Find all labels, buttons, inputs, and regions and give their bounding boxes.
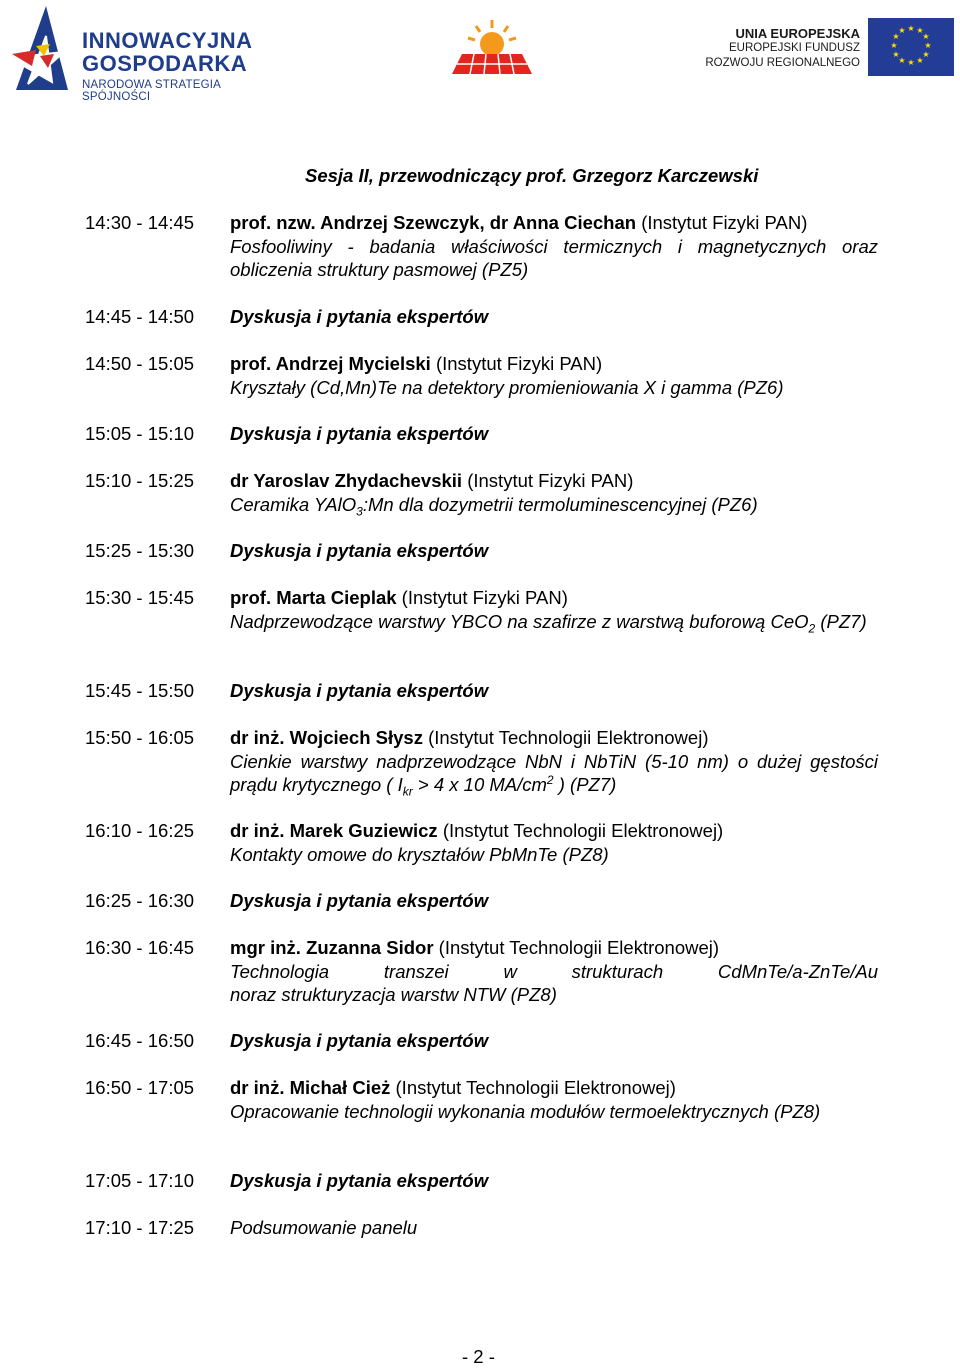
svg-text:★: ★ [922,50,930,59]
talk-title-line-2: noraz strukturyzacja warstw NTW (PZ8) [230,984,557,1005]
speaker-name: Andrzej Mycielski [275,353,431,374]
talk-title-line-1: Technologia transzei w strukturach CdMnTe/a-ZnTe/Au [230,960,878,982]
talk-title [230,610,878,634]
speaker-name: Marek Guziewicz [289,820,438,841]
eu-line-2: EUROPEJSKI FUNDUSZ [729,42,860,54]
talk-title-part: > 4 x 10 MA/cm [412,774,547,795]
speaker-line [230,469,878,493]
speaker-prefix: dr inż. [230,727,290,748]
discussion-label: Dyskusja i pytania ekspertów [230,540,489,561]
svg-text:★: ★ [890,41,898,50]
summary-label: Podsumowanie panelu [230,1217,418,1238]
speaker-affiliation: (Instytut Fizyki PAN) [462,470,634,491]
speaker-name: Marta Cieplak [276,587,397,608]
logo-line-1: INNOWACYJNA [82,28,253,53]
entry-time: 17:05 - 17:10 [85,1170,195,1191]
speaker-affiliation: (Instytut Fizyki PAN) [430,353,603,374]
speaker-prefix: dr inż. [230,1077,290,1098]
logo-line-3: NARODOWA STRATEGIA SPÓJNOŚCI [82,79,221,103]
svg-text:★: ★ [898,26,906,35]
svg-text:★: ★ [922,32,930,41]
page-number: - 2 - [462,1346,495,1367]
discussion-label: Dyskusja i pytania ekspertów [230,1030,489,1051]
talk-title-subscript: 2 [808,621,816,636]
talk-title: Opracowanie technologii wykonania modułów termoelektrycznych (PZ8) [230,1100,821,1122]
speaker-prefix: mgr inż. [230,937,307,958]
talk-title-part: Nadprzewodzące warstwy YBCO na szafirze z warstwą buforową CeO [230,610,809,632]
entry-time: 16:45 - 16:50 [85,1030,195,1051]
speaker-prefix: prof. [230,353,276,374]
svg-text:★: ★ [924,41,932,50]
speaker-line [230,211,878,235]
entry-time: 16:25 - 16:30 [85,890,195,911]
entry-time: 15:50 - 16:05 [85,727,195,748]
svg-text:★: ★ [916,56,924,65]
talk-title [230,750,878,797]
speaker-affiliation: (Instytut Technologii Elektronowej) [437,820,724,841]
svg-text:★: ★ [898,56,906,65]
speaker-line [230,726,878,750]
speaker-prefix: dr inż. [230,820,290,841]
talk-title: Kryształy (Cd,Mn)Te na detektory promieniowania X i gamma (PZ6) [230,376,784,398]
discussion-label: Dyskusja i pytania ekspertów [230,423,489,444]
entry-time: 17:10 - 17:25 [85,1217,195,1238]
talk-title-superscript: 2 [546,772,554,787]
talk-title-subscript: 3 [356,504,363,519]
speaker-line [230,1076,878,1100]
svg-text:★: ★ [892,50,900,59]
logo-line-2: GOSPODARKA [82,51,248,76]
discussion-label: Dyskusja i pytania ekspertów [230,1170,489,1191]
entry-time: 15:45 - 15:50 [85,680,195,701]
speaker-affiliation: (Instytut Fizyki PAN) [396,587,568,608]
speaker-name: Andrzej Szewczyk, dr Anna Ciechan [320,212,637,233]
entry-time: 15:10 - 15:25 [85,470,195,491]
discussion-label: Dyskusja i pytania ekspertów [230,890,489,911]
session-title: Sesja II, przewodniczący prof. Grzegorz Karczewski [305,165,759,186]
talk-title-part: (PZ7) [815,610,867,632]
entry-time: 15:30 - 15:45 [85,587,195,608]
talk-title-part: ) (PZ7) [553,774,617,795]
speaker-prefix: prof. [230,587,277,608]
svg-text:★: ★ [916,26,924,35]
speaker-name: Zuzanna Sidor [306,937,434,958]
speaker-name: Michał Cież [289,1077,391,1098]
entry-time: 16:30 - 16:45 [85,937,195,958]
svg-text:★: ★ [892,32,900,41]
speaker-affiliation: (Instytut Technologii Elektronowej) [422,727,709,748]
speaker-line [230,819,878,843]
speaker-affiliation: (Instytut Fizyki PAN) [636,212,808,233]
speaker-name: Wojciech Słysz [289,727,423,748]
talk-title: Kontakty omowe do kryształów PbMnTe (PZ8) [230,843,609,865]
entry-time: 15:25 - 15:30 [85,540,195,561]
entry-time: 14:30 - 14:45 [85,212,195,233]
eu-line-3: ROZWOJU REGIONALNEGO [705,56,860,69]
speaker-name: Yaroslav Zhydachevskii [253,470,463,491]
eu-line-1: UNIA EUROPEJSKA [735,26,860,41]
speaker-prefix: prof. nzw. [230,212,321,233]
discussion-label: Dyskusja i pytania ekspertów [230,306,489,327]
speaker-affiliation: (Instytut Technologii Elektronowej) [390,1077,676,1098]
speaker-line [230,936,878,960]
talk-title: Fosfooliwiny - badania właściwości termicznych i magnetycznych oraz obliczenia struktury pasmowej (PZ5) [230,235,878,280]
talk-title [230,493,878,517]
speaker-line [230,352,878,376]
talk-title-part: :Mn dla dozymetrii termoluminescencyjnej (PZ6) [362,493,758,515]
discussion-label: Dyskusja i pytania ekspertów [230,680,489,701]
entry-time: 16:50 - 17:05 [85,1077,195,1098]
talk-title-subscript: kr [402,784,413,799]
entry-time: 15:05 - 15:10 [85,423,195,444]
talk-title-part: Cienkie warstwy nadprzewodzące NbN i NbTiN (5-10 nm) o dużej gęstości prądu krytycznego ( I [230,750,878,795]
svg-text:★: ★ [907,58,915,67]
speaker-line [230,586,878,610]
talk-title-part: Ceramika YAlO [230,493,357,515]
svg-text:★: ★ [907,24,915,33]
entry-time: 14:50 - 15:05 [85,353,195,374]
speaker-affiliation: (Instytut Technologii Elektronowej) [433,937,720,958]
entry-time: 14:45 - 14:50 [85,306,195,327]
entry-time: 16:10 - 16:25 [85,820,195,841]
speaker-prefix: dr [230,470,254,491]
